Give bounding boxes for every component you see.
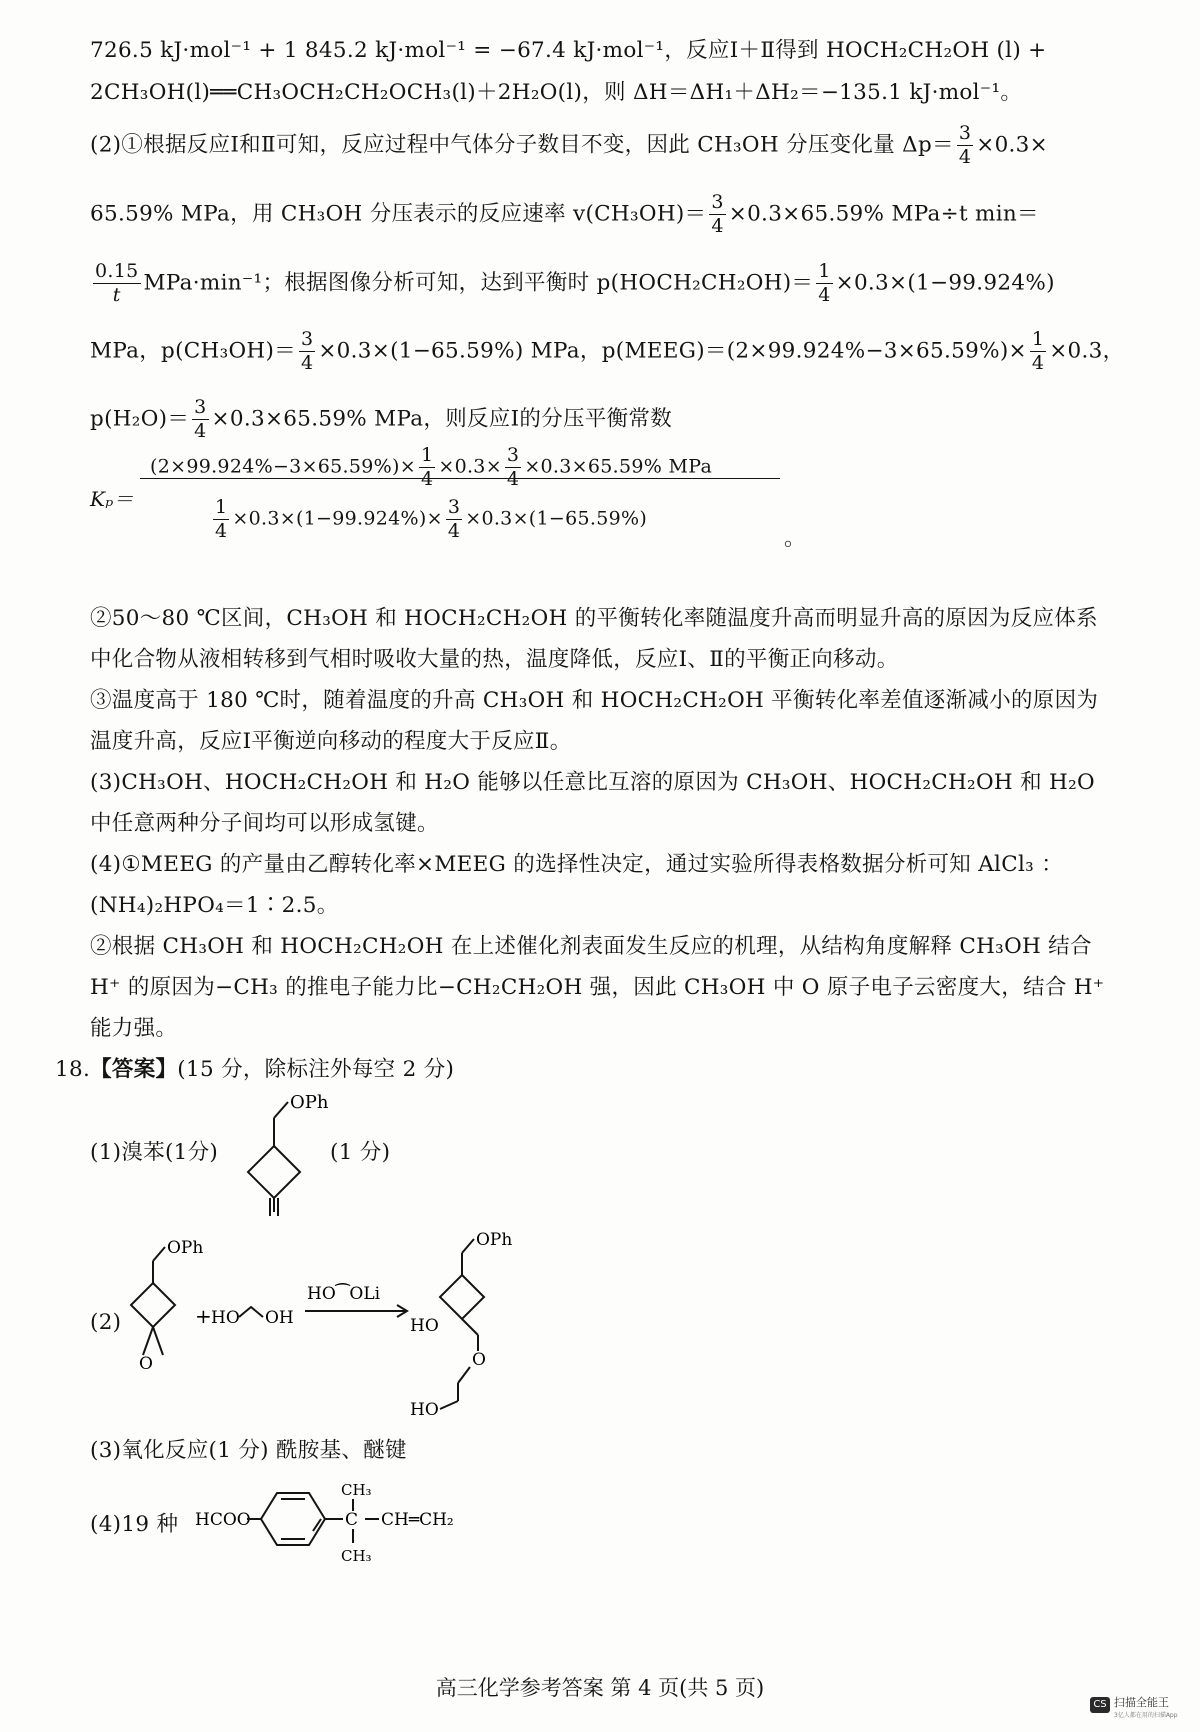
kp-equation: [90, 484, 134, 514]
fraction-1-4: $\frac{1}{4}$: [420, 444, 434, 490]
methylene-cyclobutane-structure: [230, 1090, 340, 1220]
line-16: (NH₄)₂HPO₄＝1∶2.5。: [90, 893, 339, 918]
line-5-text: MPa·min⁻¹；根据图像分析可知，达到平衡时 p(HOCH₂CH₂OH)＝: [143, 270, 814, 296]
page-footer: 高三化学参考答案 第 4 页(共 5 页): [435, 1676, 765, 1700]
line-14: 中任意两种分子间均可以形成氢键。: [90, 811, 439, 836]
kp-numerator: (2×99.924%−3×65.59%)× $\frac{1}{4}$ ×0.3× $\frac{3}{4}$ ×0.3×65.59% MPa: [150, 444, 713, 490]
fraction-3-4: $\frac{3}{4}$: [194, 396, 207, 442]
ch3-top: CH₃: [341, 1481, 372, 1499]
line-6-text: MPa，p(CH₃OH)＝: [90, 338, 296, 364]
q18-part4-label: (4)19 种: [90, 1512, 179, 1537]
q18-part1-score: (1 分): [330, 1140, 391, 1165]
line-7-text: p(H₂O)＝: [90, 406, 190, 432]
line-4-tail: ×0.3×65.59% MPa÷t min＝: [728, 201, 1039, 227]
score-note: (15 分，除标注外每空 2 分): [177, 1057, 455, 1082]
line-19: 能力强。: [90, 1016, 178, 1041]
camscanner-sub: 3亿人都在用的扫描App: [1114, 1712, 1178, 1719]
line-9: ②50～80 ℃区间，CH₃OH 和 HOCH₂CH₂OH 的平衡转化率随温度升高而明显升高的原因为反应体系: [90, 606, 1098, 631]
line-15: (4)①MEEG 的产量由乙醇转化率×MEEG 的选择性决定，通过实验所得表格数据分析可知 AlCl₃ ：: [90, 852, 1063, 877]
hcoo-label: HCOO: [195, 1510, 251, 1530]
q18-part1-label: (1)溴苯(1分): [90, 1140, 219, 1165]
oph-label: OPh: [167, 1238, 204, 1258]
line-3: [90, 124, 1048, 167]
line-6-mid: ×0.3×(1−65.59%) MPa，p(MEEG)＝(2×99.924%−3×65.59%)×: [318, 338, 1027, 364]
q18-part3: (3)氧化反应(1 分) 酰胺基、醚键: [90, 1438, 407, 1463]
kp-denominator: $\frac{1}{4}$ ×0.3×(1−99.924%)× $\frac{3}{4}$ ×0.3×(1−65.59%): [215, 496, 648, 542]
product-ho: HO: [410, 1316, 439, 1336]
kp-label: Kₚ＝: [90, 487, 134, 511]
line-7: [90, 398, 672, 441]
fraction-3-4: $\frac{3}{4}$: [958, 122, 972, 168]
q18-header: [55, 1055, 454, 1085]
line-4: [90, 193, 1039, 236]
line-17: ②根据 CH₃OH 和 HOCH₂CH₂OH 在上述催化剂表面发生反应的机理，从结构角度解释 CH₃OH 结合: [90, 934, 1092, 959]
line-3-tail: ×0.3×: [976, 132, 1048, 158]
q18-number: 18.: [55, 1057, 91, 1082]
glycol-oh: OH: [265, 1308, 294, 1328]
quaternary-c: C: [345, 1510, 359, 1530]
line-10: 中化合物从液相转移到气相时吸收大量的热，温度降低，反应Ⅰ、Ⅱ的平衡正向移动。: [90, 647, 899, 672]
line-6: [90, 330, 1124, 373]
line-18: H⁺ 的原因为−CH₃ 的推电子能力比−CH₂CH₂OH 强，因此 CH₃OH 中 O 原子电子云密度大，结合 H⁺: [90, 975, 1105, 1000]
epoxide-o: O: [139, 1354, 153, 1374]
fraction-3-4: $\frac{3}{4}$: [300, 328, 314, 374]
plus-sign: +: [195, 1304, 212, 1328]
fraction-1-4: $\frac{1}{4}$: [818, 260, 831, 306]
ether-o: O: [472, 1350, 486, 1370]
line-1: 726.5 kJ·mol⁻¹ + 1 845.2 kJ·mol⁻¹ = −67.4 kJ·mol⁻¹，反应Ⅰ＋Ⅱ得到 HOCH₂CH₂OH (l) +: [90, 38, 1047, 63]
oph-label: OPh: [290, 1092, 329, 1113]
fraction-rate: $\frac{0.15}{t}$: [95, 260, 139, 306]
line-7-tail: ×0.3×65.59% MPa，则反应Ⅰ的分压平衡常数: [211, 406, 672, 432]
reagent-label: HO⁀OLi: [307, 1284, 381, 1304]
line-13: (3)CH₃OH、HOCH₂CH₂OH 和 H₂O 能够以任意比互溶的原因为 CH₃OH、HOCH₂CH₂OH 和 H₂O: [90, 770, 1095, 795]
terminal-ho: HO: [410, 1400, 439, 1420]
fraction-3-4: $\frac{3}{4}$: [447, 496, 461, 542]
camscanner-logo: CS: [1090, 1697, 1110, 1713]
line-12: 温度升高，反应Ⅰ平衡逆向移动的程度大于反应Ⅱ。: [90, 729, 572, 754]
product-structure: [410, 1225, 550, 1425]
ch3-bottom: CH₃: [341, 1547, 372, 1565]
line-3-text: (2)①根据反应Ⅰ和Ⅱ可知，反应过程中气体分子数目不变，因此 CH₃OH 分压变化量 Δp＝: [90, 132, 954, 158]
answer-tag: 【答案】: [90, 1057, 178, 1082]
fraction-1-4: $\frac{1}{4}$: [1031, 328, 1045, 374]
line-4-text: 65.59% MPa，用 CH₃OH 分压表示的反应速率 v(CH₃OH)＝: [90, 201, 707, 227]
ester-structure: [195, 1475, 505, 1575]
glycol-ho: HO: [211, 1308, 240, 1328]
fraction-3-4: $\frac{3}{4}$: [506, 444, 520, 490]
line-5: [90, 262, 1055, 305]
fraction-1-4: $\frac{1}{4}$: [215, 496, 228, 542]
line-6-tail: ×0.3，: [1049, 338, 1125, 364]
line-11: ③温度高于 180 ℃时，随着温度的升高 CH₃OH 和 HOCH₂CH₂OH 平衡转化率差值逐渐减小的原因为: [90, 688, 1099, 713]
vinyl-chain: CH═CH₂: [381, 1510, 454, 1530]
line-2: 2CH₃OH(l)══CH₃OCH₂CH₂OCH₃(l)＋2H₂O(l)，则 ΔH＝ΔH₁＋ΔH₂＝−135.1 kJ·mol⁻¹。: [90, 80, 1023, 105]
camscanner-brand: 扫描全能王: [1114, 1696, 1169, 1709]
line-5-tail: ×0.3×(1−99.924%): [835, 270, 1055, 296]
oph-label: OPh: [476, 1230, 513, 1250]
kp-end: 。: [784, 526, 806, 551]
q18-part2-label: (2): [90, 1310, 122, 1335]
fraction-3-4: $\frac{3}{4}$: [711, 191, 724, 237]
